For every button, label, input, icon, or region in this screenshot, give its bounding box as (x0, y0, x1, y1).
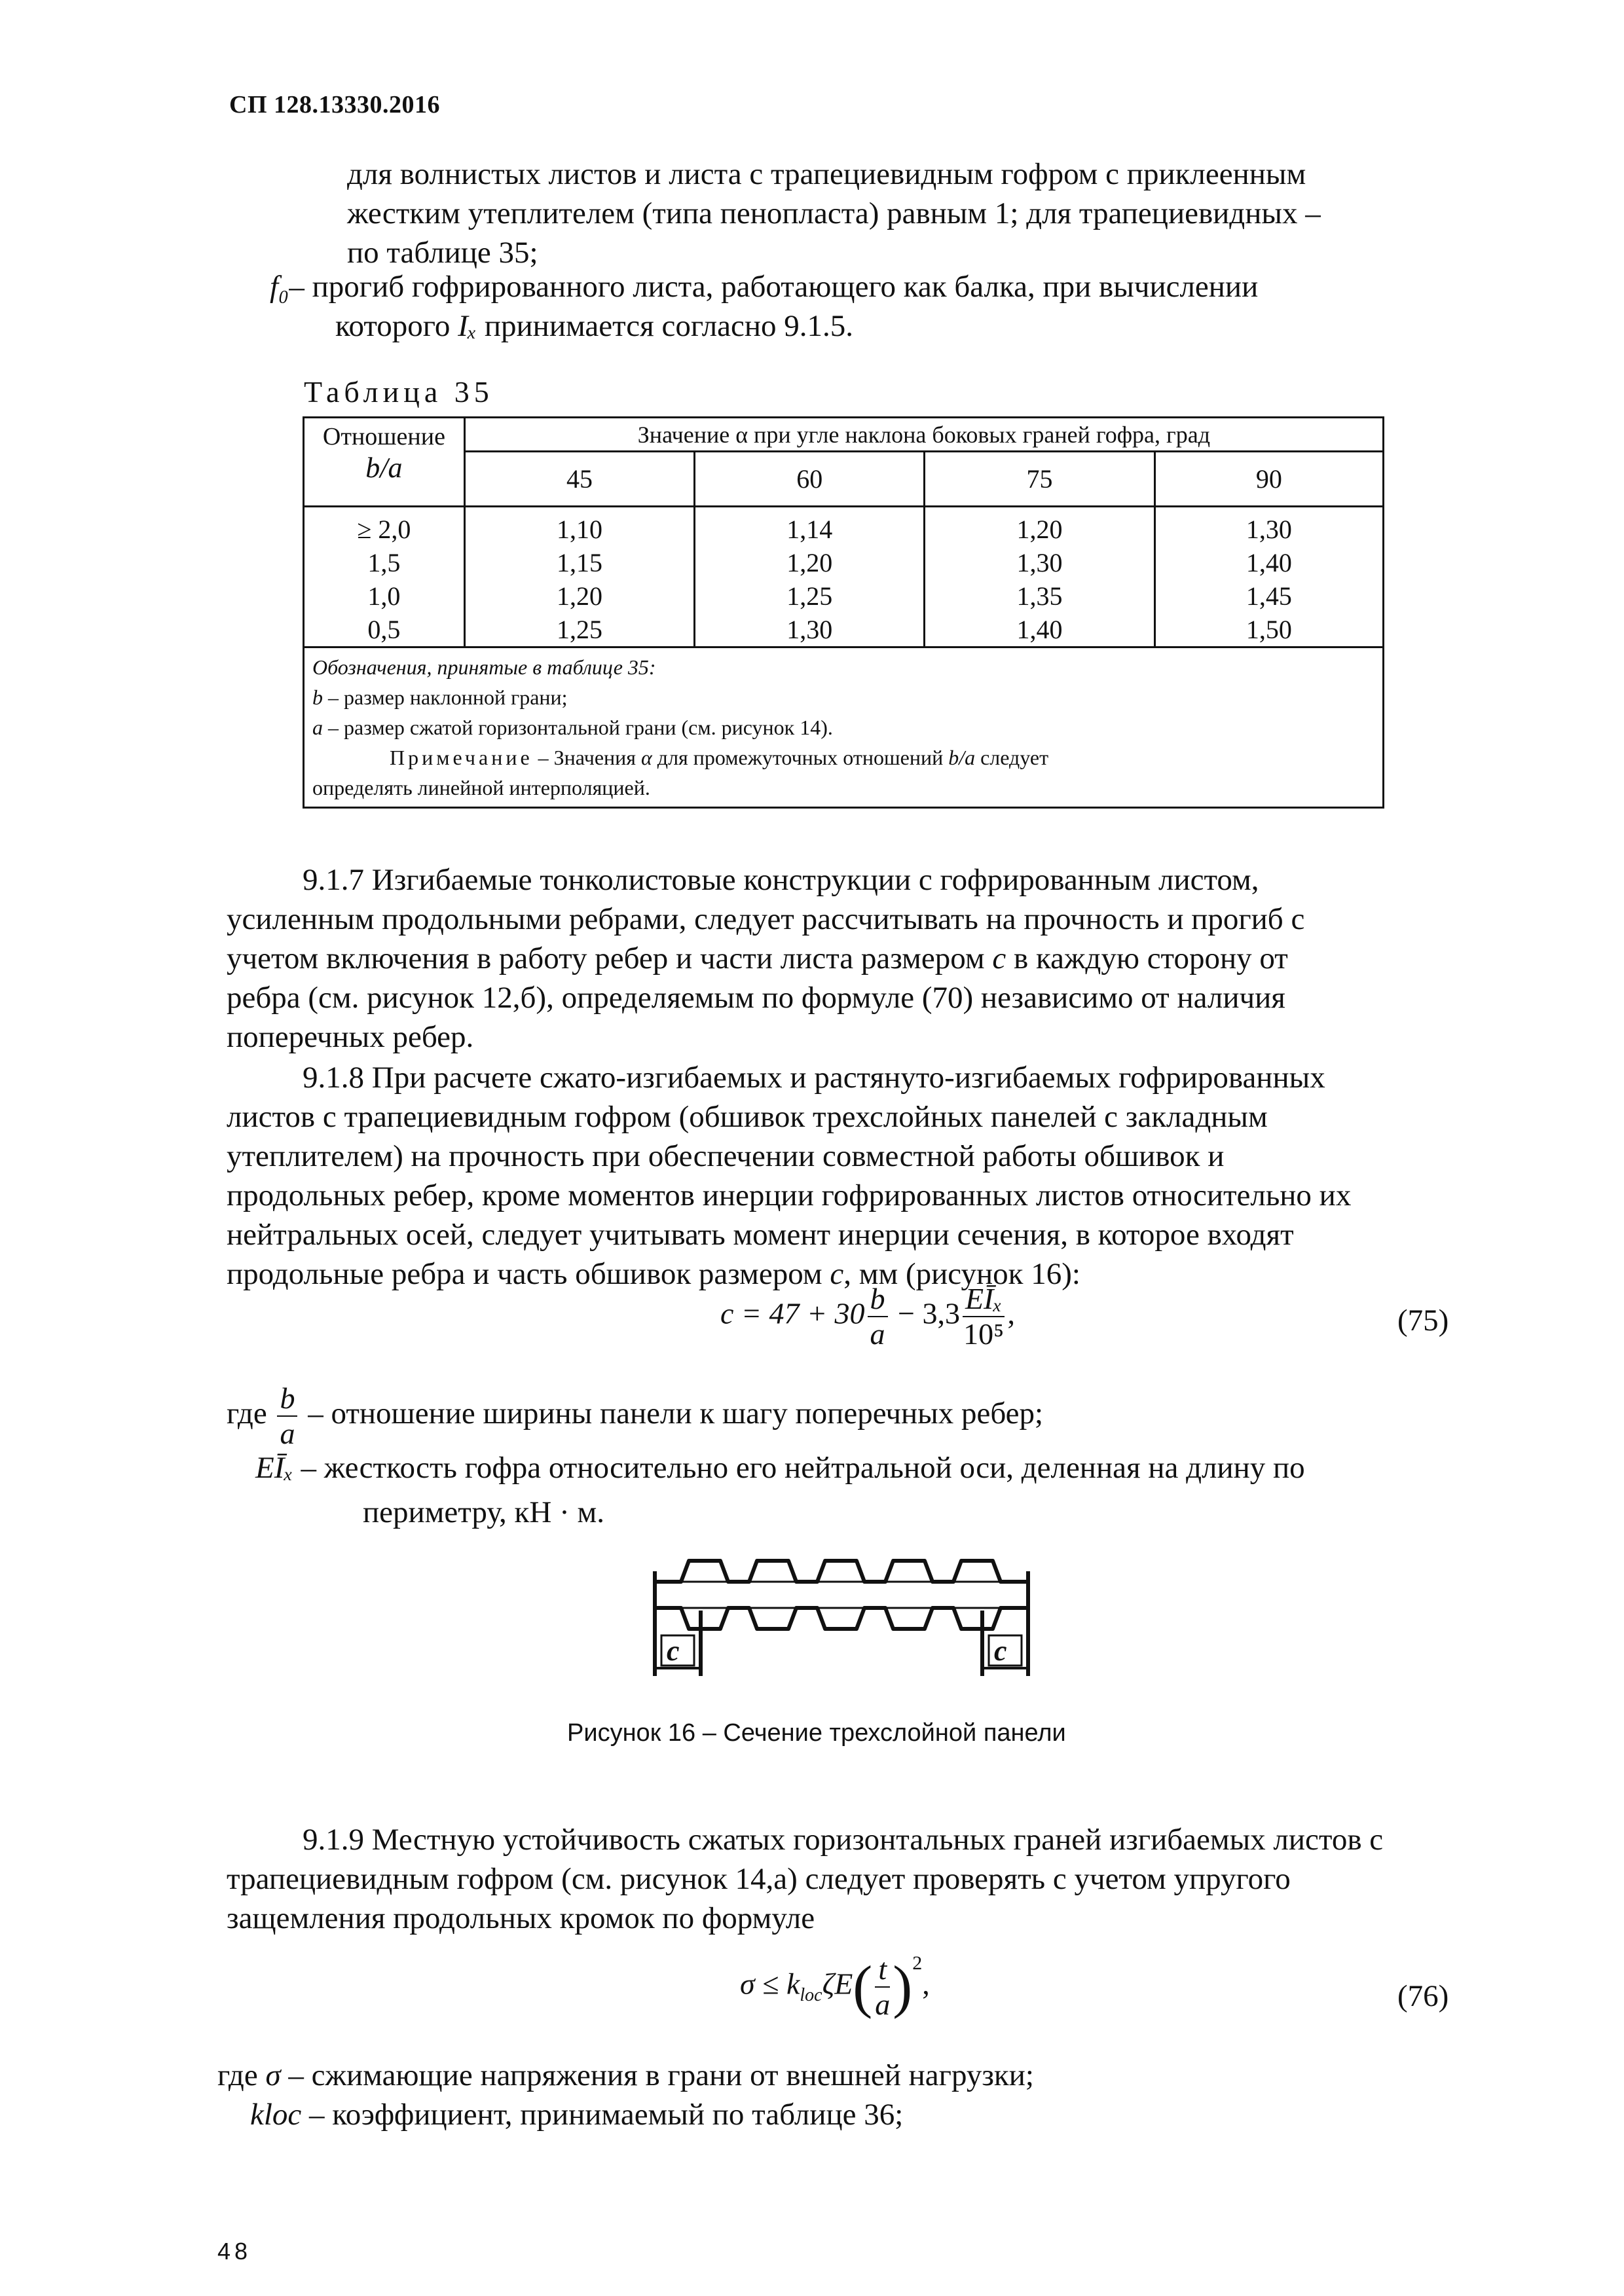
notes-title: Обозначения, принятые в таблице 35: (312, 655, 656, 679)
p919-line-2: трапециевидным гофром (см. рисунок 14,а) следует проверять с учетом упругого (227, 1862, 1291, 1896)
intro-line-1: для волнистых листов и листа с трапециевидным гофром с приклеенным (347, 157, 1306, 191)
table-cell: 1,20 (786, 548, 833, 577)
table-cell: 1,30 (786, 615, 833, 644)
table-cell: 1,14 (786, 515, 833, 544)
angle-60: 60 (695, 452, 925, 507)
where-ei-line-2: периметру, кН · м. (363, 1495, 604, 1529)
sandwich-panel-section-drawing (642, 1545, 1048, 1683)
formula-76 (740, 1952, 930, 2022)
label-c-right: c (994, 1635, 1007, 1667)
p917-line-3 (227, 939, 1288, 978)
remark-text-b: для промежуточных отношений (652, 746, 949, 769)
formula-75-mid: − 3,3 (890, 1296, 960, 1330)
sigma-symbol: σ (265, 2058, 281, 2092)
note-b (312, 682, 1375, 712)
col-75 (925, 507, 1154, 647)
table-cell: 1,30 (1246, 515, 1292, 544)
ratio-value: 1,5 (367, 548, 401, 577)
frac-denominator: a (875, 1988, 891, 2021)
ix-symbol: Iₓ (458, 309, 477, 343)
angle-75: 75 (925, 452, 1154, 507)
formula-76-tail: , (922, 1967, 930, 2001)
k-subscript: loc (800, 1984, 822, 2005)
table-cell: 1,40 (1016, 615, 1063, 644)
ratio-value: ≥ 2,0 (357, 515, 411, 544)
where-ei-line-1 (255, 1448, 1305, 1487)
f0-text-2b: принимается согласно 9.1.5. (477, 309, 854, 343)
frac-denominator: a (870, 1317, 885, 1351)
where-kloc-text: – коэффициент, принимаемый по таблице 36; (301, 2098, 904, 2132)
note-a (312, 712, 1375, 742)
note-a-text: – размер сжатой горизонтальной грани (см. рисунок 14). (323, 716, 833, 739)
kloc-symbol: kloc (250, 2098, 302, 2132)
angle-90: 90 (1154, 452, 1383, 507)
remark-label: Примечание (390, 746, 533, 769)
frac-numerator: EĪₓ (963, 1282, 1005, 1317)
ratio-value: 1,0 (367, 581, 401, 611)
ratio-header-cell (304, 418, 465, 507)
where-label: где (227, 1396, 267, 1430)
alpha-header: Значение α при угле наклона боковых граней гофра, град (464, 418, 1383, 452)
equation-number-75: (75) (1397, 1303, 1449, 1338)
where-sigma (217, 2056, 1034, 2095)
p918-line-3: утеплителем) на прочность при обеспечении совместной работы обшивок и (227, 1139, 1225, 1173)
fraction-ei-over-10e5 (963, 1282, 1005, 1351)
table-cell: 1,50 (1246, 615, 1292, 644)
p918-line-2: листов с трапециевидным гофром (обшивок трехслойных панелей с закладным (227, 1100, 1268, 1134)
intro-line-2: жестким утеплителем (типа пенопласта) равным 1; для трапециевидных – (347, 196, 1321, 230)
p919-line-1: 9.1.9 Местную устойчивость сжатых горизонтальных граней изгибаемых листов с (303, 1823, 1384, 1857)
p917-text-3a: учетом включения в работу ребер и части листа размером (227, 941, 993, 975)
f0-text-2a: которого (335, 309, 458, 343)
zeta-e: ζE (822, 1967, 853, 2001)
where-label: где (217, 2058, 266, 2092)
note-b-text: – размер наклонной грани; (323, 685, 568, 709)
c-symbol: c (992, 941, 1006, 975)
page-number: 48 (217, 2238, 252, 2265)
p917-line-1: 9.1.7 Изгибаемые тонколистовые конструкции с гофрированным листом, (303, 863, 1259, 897)
remark-line-1 (312, 742, 1375, 773)
remark-text-c: следует (975, 746, 1049, 769)
table-cell: 1,35 (1016, 581, 1063, 611)
frac-denominator: a (280, 1417, 295, 1450)
label-c-left: c (667, 1635, 680, 1667)
f0-definition-line-1 (270, 267, 1258, 306)
formula-76-lhs: σ ≤ (740, 1967, 786, 2001)
table-cell: 1,25 (786, 581, 833, 611)
table-cell: 1,25 (556, 615, 602, 644)
power: 2 (912, 1952, 923, 1974)
note-b-symbol: b (312, 685, 323, 709)
col-60 (695, 507, 925, 647)
p918-text-6a: продольные ребра и часть обшивок размером (227, 1257, 830, 1291)
frac-denominator: 10⁵ (963, 1317, 1005, 1351)
p917-line-4: ребра (см. рисунок 12,б), определяемым по формуле (70) независимо от наличия (227, 981, 1285, 1015)
p918-line-1: 9.1.8 При расчете сжато-изгибаемых и растянуто-изгибаемых гофрированных (303, 1061, 1325, 1095)
where-sigma-text: – сжимающие напряжения в грани от внешней нагрузки; (280, 2058, 1034, 2092)
remark-text-a: – Значения (532, 746, 641, 769)
ei-symbol: EĪₓ (255, 1451, 293, 1485)
table-35-title: Таблица 35 (304, 375, 494, 409)
p919-line-3: защемления продольных кромок по формуле (227, 1901, 815, 1935)
col-45 (464, 507, 694, 647)
figure-16 (642, 1545, 1048, 1683)
ratio-header: Отношение (322, 423, 445, 450)
p917-line-5: поперечных ребер. (227, 1020, 474, 1054)
left-paren: ( (853, 1954, 873, 2020)
frac-numerator: t (875, 1952, 890, 1988)
figure-16-caption: Рисунок 16 – Сечение трехслойной панели (567, 1719, 1066, 1747)
table-cell: 1,20 (1016, 515, 1063, 544)
remark-alpha: α (640, 746, 652, 769)
table-notes (304, 647, 1384, 808)
remark-ratio: b/a (948, 746, 976, 769)
fraction-b-over-a (868, 1282, 888, 1351)
where-ei-text: – жесткость гофра относительно его нейтральной оси, деленная на длину по (301, 1451, 1305, 1485)
f0-definition-line-2 (335, 306, 853, 346)
formula-75-lhs: c = 47 + 30 (720, 1296, 865, 1330)
p917-text-3b: в каждую сторону от (1006, 941, 1288, 975)
frac-numerator: b (868, 1282, 888, 1317)
table-cell: 1,10 (556, 515, 602, 544)
p918-text-6b: , мм (рисунок 16): (843, 1257, 1080, 1291)
where-ba (227, 1381, 1043, 1451)
p918-line-4: продольных ребер, кроме моментов инерции гофрированных листов относительно их (227, 1178, 1352, 1212)
note-a-symbol: a (312, 716, 323, 739)
fraction-b-over-a (277, 1381, 297, 1451)
table-cell: 1,45 (1246, 581, 1292, 611)
ratio-symbol: b/a (365, 452, 403, 484)
c-symbol: c (830, 1257, 844, 1291)
f0-text: – прогиб гофрированного листа, работающего как балка, при вычислении (289, 270, 1259, 304)
where-kloc (250, 2095, 903, 2134)
angle-45: 45 (464, 452, 694, 507)
table-35 (303, 416, 1384, 809)
intro-line-3: по таблице 35; (347, 236, 538, 270)
equation-number-76: (76) (1397, 1979, 1449, 2013)
f0-symbol: f₀ (270, 270, 289, 304)
fraction-t-over-a (875, 1952, 890, 2022)
table-cell: 1,20 (556, 581, 602, 611)
table-cell: 1,40 (1246, 548, 1292, 577)
p917-line-2: усиленным продольными ребрами, следует рассчитывать на прочность и прогиб с (227, 902, 1305, 936)
ratio-column (304, 507, 465, 647)
table-cell: 1,15 (556, 548, 602, 577)
where-ba-text: – отношение ширины панели к шагу поперечных ребер; (308, 1396, 1044, 1430)
formula-75-tail: , (1007, 1296, 1015, 1330)
ratio-value: 0,5 (367, 615, 401, 644)
k-symbol: k (786, 1967, 800, 2001)
col-90 (1154, 507, 1383, 647)
formula-75 (720, 1282, 1015, 1351)
remark-line-2: определять линейной интерполяцией. (312, 776, 650, 799)
right-paren: ) (893, 1954, 913, 2020)
document-code: СП 128.13330.2016 (229, 91, 440, 118)
frac-numerator: b (277, 1381, 297, 1417)
table-cell: 1,30 (1016, 548, 1063, 577)
p918-line-5: нейтральных осей, следует учитывать момент инерции сечения, в которое входят (227, 1218, 1294, 1252)
